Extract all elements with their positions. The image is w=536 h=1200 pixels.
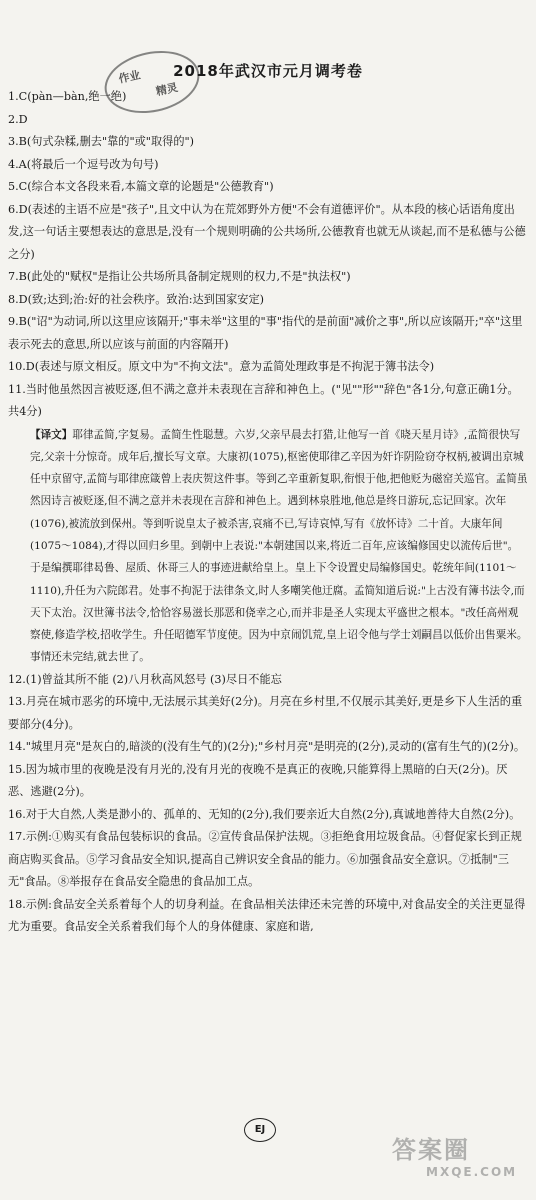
answer-9: 9.B("诏"为动词,所以这里应该隔开;"事未举"这里的"事"指代的是前面"减价之事",所以应该隔开;"卒"这里表示死去的意思,所以应该与前面的内容隔开) <box>8 315 523 351</box>
answer-12: 12.(1)曾益其所不能 (2)八月秋高风怒号 (3)尽日不能忘 <box>8 672 282 686</box>
answer-18: 18.示例:食品安全关系着每个人的切身利益。在食品相关法律还未完善的环境中,对食品安全的关注更显得尤为重要。食品安全关系着我们每个人的身体健康、家庭和谐, <box>8 897 526 934</box>
watermark-line-2: MXQE.COM <box>426 1165 518 1179</box>
translation-block <box>8 424 528 669</box>
stamp-text-1: 作业 <box>117 68 142 86</box>
page-title: 2018年武汉市元月调考卷 <box>173 62 363 80</box>
answer-17: 17.示例:①购买有食品包装标识的食品。②宣传食品保护法规。③拒绝食用垃圾食品。④督促家长到正规商店购买食品。⑤学习食品安全知识,提高自己辨识安全食品的能力。⑥加强食品安全意识。⑦抵制"三无"食品。⑧举报存在食品安全隐患的食品加工点。 <box>8 830 522 889</box>
publisher-logo: EJ <box>244 1118 276 1142</box>
translation-text: 耶律孟简,字复易。孟简生性聪慧。六岁,父亲早晨去打猎,让他写一首《晓天星月诗》,孟简很快写完,父亲十分惊奇。成年后,擅长写文章。大康初(1075),枢密使耶律乙辛因为奸诈阴险窃夺权柄,被调出京城任中京留守,孟简与耶律庶箴曾上表庆贺这件事。等到乙辛重新复职,衔恨于他,把他贬为磁窑关巡官。孟简虽然因诗言被贬逐,但不满之意并未表现在言辞和神色上。遇到林泉胜地,他总是终日游玩,忘记回家。次年(1076),被流放到保州。等到听说皇太子被杀害,哀痛不已,写诗哀悼,写有《放怀诗》二十首。大康年间(1075～1084),才得以回归乡里。到朝中上表说:"本朝建国以来,将近二百年,应该编修国史以流传后世"。于是编撰耶律曷鲁、屋质、休哥三人的事迹进献给皇上。皇上下令设置史局编修国史。乾统年间(1101～1110),升任为六院郎君。处事不拘泥于法律条文,时人多嘲笑他迂腐。孟简知道后说:"上古没有簿书法令,而天下太治。汉世簿书法令,恰恰容易滋长那恶和侥幸之心,而并非是圣人实现太平盛世之根本。"改任高州观察使,修造学校,招收学生。升任昭德军节度使。因为中京闹饥荒,皇上诏令他与学士刘嗣昌以低价出售粟米。事情还未完结,就去世了。 <box>30 428 528 664</box>
answer-8: 8.D(致;达到;治:好的社会秩序。致治:达到国家安定) <box>8 292 265 306</box>
answer-13: 13.月亮在城市恶劣的环境中,无法展示其美好(2分)。月亮在乡村里,不仅展示其美好,更是乡下人生活的重要部分(4分)。 <box>8 695 523 731</box>
answer-5: 5.C(综合本文各段来看,本篇文章的论题是"公德教育") <box>8 180 274 193</box>
answer-11: 11.当时他虽然因言被贬逐,但不满之意并未表现在言辞和神色上。("见""形""辞色"各1分,句意正确1分。共4分) <box>8 382 519 418</box>
answer-15: 15.因为城市里的夜晚是没有月光的,没有月光的夜晚不是真正的夜晚,只能算得上黑暗的白天(2分)。厌恶、逃避(2分)。 <box>8 762 508 799</box>
answer-10: 10.D(表述与原文相反。原文中为"不拘文法"。意为孟简处理政事是不拘泥于簿书法令) <box>8 360 435 373</box>
translation-tag: 【译文】 <box>30 428 73 441</box>
answer-content <box>8 86 528 939</box>
answer-7: 7.B(此处的"赋权"是指让公共场所具备制定规则的权力,不是"执法权") <box>8 270 351 283</box>
answer-4: 4.A(将最后一个逗号改为句号) <box>8 157 159 171</box>
answer-6: 6.D(表述的主语不应是"孩子",且文中认为在荒郊野外方便"不会有道德评价"。从本段的核心话语角度出发,这一句话主要想表达的意思是,没有一个规则明确的公共场所,公德教育也就无从谈起,而不是私德与公德之分) <box>8 202 526 261</box>
watermark-line-1: 答案圈 <box>392 1136 470 1164</box>
answer-2: 2.D <box>8 112 28 126</box>
answer-16: 16.对于大自然,人类是渺小的、孤单的、无知的(2分),我们要亲近大自然(2分),真诚地善待大自然(2分)。 <box>8 807 521 821</box>
answer-3: 3.B(句式杂糅,删去"靠的"或"取得的") <box>8 135 195 148</box>
stamp-text-2: 精灵 <box>154 80 180 99</box>
watermark <box>392 1130 517 1179</box>
answer-1: 1.C(pàn—bàn,绝一绝) <box>8 90 127 103</box>
answer-14: 14."城里月亮"是灰白的,暗淡的(没有生气的)(2分);"乡村月亮"是明亮的(2分),灵动的(富有生气的)(2分)。 <box>8 740 526 754</box>
